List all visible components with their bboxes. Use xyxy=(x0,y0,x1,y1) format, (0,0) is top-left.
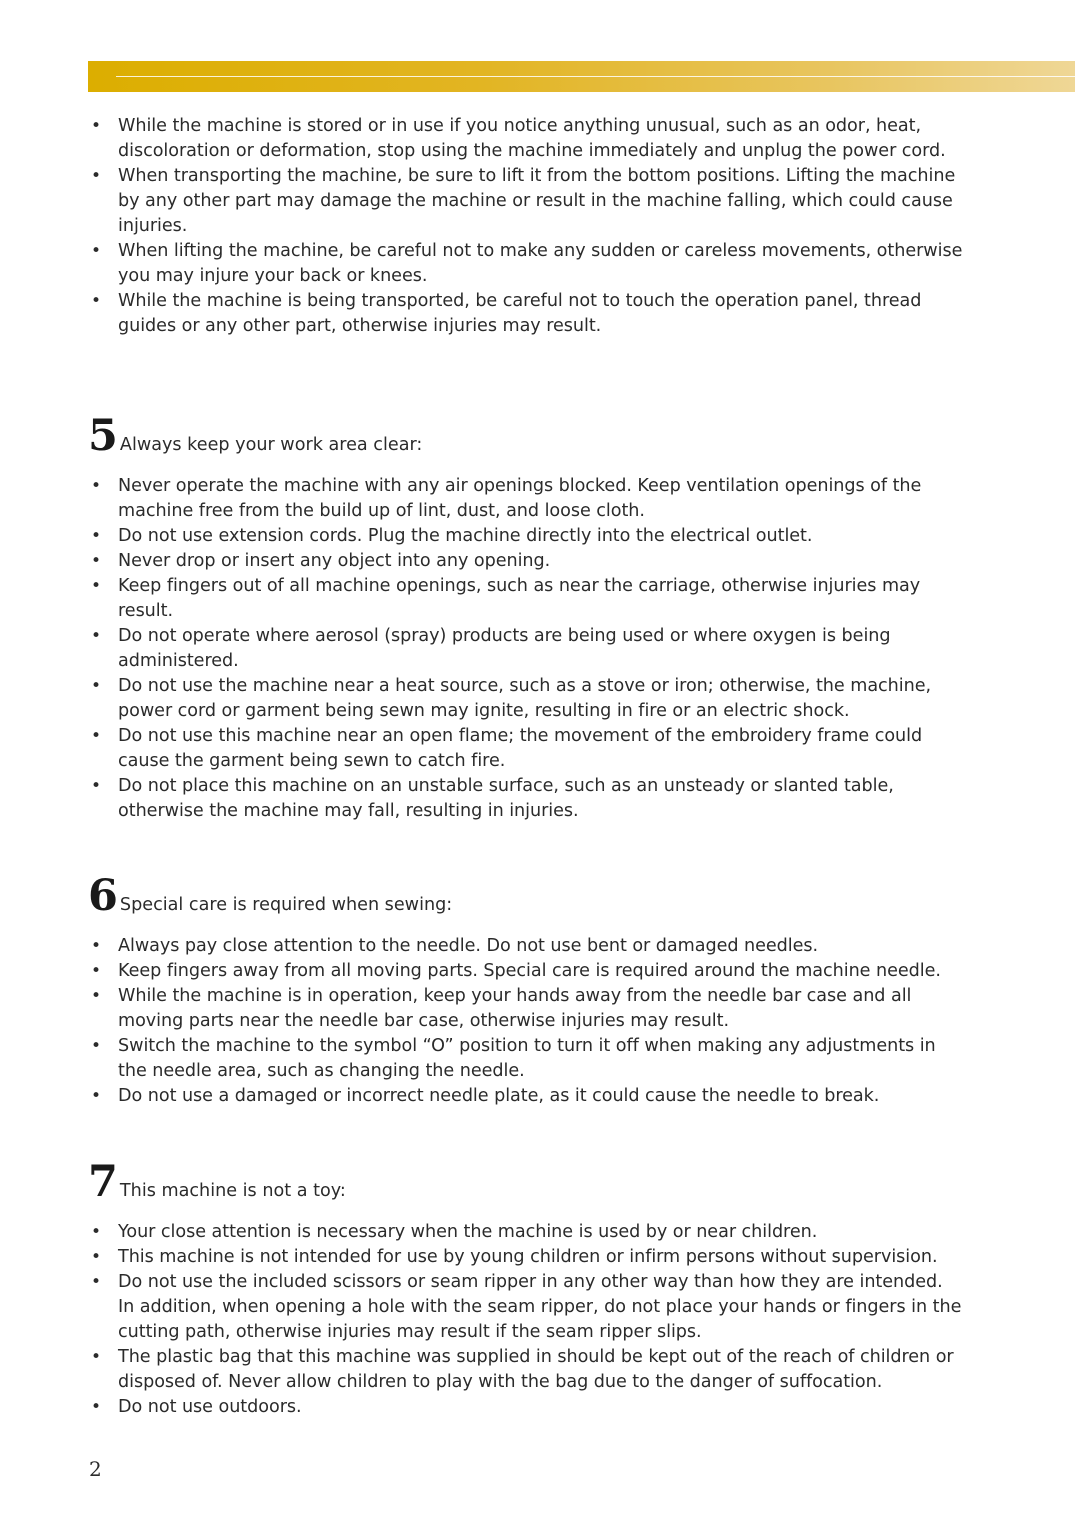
bullet-icon: • xyxy=(91,291,101,311)
bullet-icon: • xyxy=(91,241,101,261)
bullet-icon: • xyxy=(91,476,101,496)
list-item: • Keep fingers out of all machine openings, such as near the carriage, otherwise injuries may result. xyxy=(91,576,921,621)
section-6-bullet-list xyxy=(0,934,1075,1109)
bullet-icon: • xyxy=(91,986,101,1006)
bullet-icon: • xyxy=(91,1222,101,1242)
list-item: • Do not use this machine near an open flame; the movement of the embroidery frame could cause the garment being sewn to catch fire. xyxy=(91,726,923,771)
list-item: • Do not use the machine near a heat source, such as a stove or iron; otherwise, the machine, power cord or garment being sewn may ignite, resulting in fire or an electric shock. xyxy=(91,676,932,721)
list-item: • Do not place this machine on an unstable surface, such as an unsteady or slanted table, otherwise the machine may fall, resulting in injuries. xyxy=(91,776,894,821)
bullet-icon: • xyxy=(91,1086,101,1106)
list-item: • Do not use outdoors. xyxy=(0,1395,963,1420)
section-title: Always keep your work area clear: xyxy=(119,435,423,455)
list-item: • Never operate the machine with any air openings blocked. Keep ventilation openings of the machine free from the build up of lint, dust, and loose cloth. xyxy=(91,476,922,521)
page-number: 2 xyxy=(89,1457,102,1481)
bullet-icon: • xyxy=(91,1397,101,1417)
list-item: • While the machine is stored or in use if you notice anything unusual, such as an odor, heat, discoloration or deformation, stop using the machine immediately and unplug the power cord. xyxy=(91,116,946,161)
bullet-icon: • xyxy=(91,166,101,186)
list-item: • The plastic bag that this machine was supplied in should be kept out of the reach of children or disposed of. Never allow children to play with the bag due to the danger of suffocation. xyxy=(91,1347,954,1392)
list-item: • Never drop or insert any object into any opening. xyxy=(0,549,963,574)
bullet-icon: • xyxy=(91,526,101,546)
bullet-icon: • xyxy=(91,776,101,796)
list-item: • Do not use a damaged or incorrect needle plate, as it could cause the needle to break. xyxy=(0,1084,963,1109)
list-item: • Keep fingers away from all moving parts. Special care is required around the machine needle. xyxy=(0,959,963,984)
bullet-icon: • xyxy=(91,1272,101,1292)
bullet-icon: • xyxy=(91,551,101,571)
list-item: • When lifting the machine, be careful not to make any sudden or careless movements, otherwise you may injure your back or knees. xyxy=(91,241,963,286)
list-item: • While the machine is in operation, keep your hands away from the needle bar case and all moving parts near the needle bar case, otherwise injuries may result. xyxy=(91,986,912,1031)
list-item: • This machine is not intended for use by young children or infirm persons without supervision. xyxy=(0,1245,963,1270)
list-item: • Your close attention is necessary when the machine is used by or near children. xyxy=(0,1220,963,1245)
section-heading-5 xyxy=(88,412,422,460)
bullet-icon: • xyxy=(91,116,101,136)
list-item: • While the machine is being transported, be careful not to touch the operation panel, thread guides or any other part, otherwise injuries may result. xyxy=(91,291,922,336)
list-item: • When transporting the machine, be sure to lift it from the bottom positions. Lifting the machine by any other part may damage the machine or result in the machine falling, which could cause injuries. xyxy=(91,166,956,236)
section-7-bullet-list xyxy=(0,1220,1075,1420)
bullet-icon: • xyxy=(91,676,101,696)
bullet-icon: • xyxy=(91,1036,101,1056)
intro-bullet-list xyxy=(0,114,1075,339)
section-number: 6 xyxy=(88,871,116,921)
list-item: • Do not use the included scissors or seam ripper in any other way than how they are intended. In addition, when opening a hole with the seam ripper, do not place your hands or fingers in the cutting path, otherwise injuries may result if the seam ripper slips. xyxy=(91,1272,962,1342)
bullet-icon: • xyxy=(91,936,101,956)
section-title: Special care is required when sewing: xyxy=(119,895,453,915)
section-heading-7 xyxy=(88,1158,346,1206)
header-rule xyxy=(116,76,1075,77)
section-number: 7 xyxy=(88,1157,116,1207)
bullet-icon: • xyxy=(91,576,101,596)
bullet-icon: • xyxy=(91,1347,101,1367)
section-heading-6 xyxy=(88,872,452,920)
list-item: • Do not use extension cords. Plug the machine directly into the electrical outlet. xyxy=(0,524,963,549)
list-item: • Switch the machine to the symbol “O” position to turn it off when making any adjustments in the needle area, such as changing the needle. xyxy=(91,1036,936,1081)
section-5-bullet-list xyxy=(0,474,1075,824)
section-number: 5 xyxy=(88,411,116,461)
bullet-icon: • xyxy=(91,961,101,981)
bullet-icon: • xyxy=(91,726,101,746)
list-item: • Do not operate where aerosol (spray) products are being used or where oxygen is being administered. xyxy=(91,626,891,671)
bullet-icon: • xyxy=(91,626,101,646)
section-title: This machine is not a toy: xyxy=(119,1181,346,1201)
bullet-icon: • xyxy=(91,1247,101,1267)
list-item: • Always pay close attention to the needle. Do not use bent or damaged needles. xyxy=(0,934,963,959)
